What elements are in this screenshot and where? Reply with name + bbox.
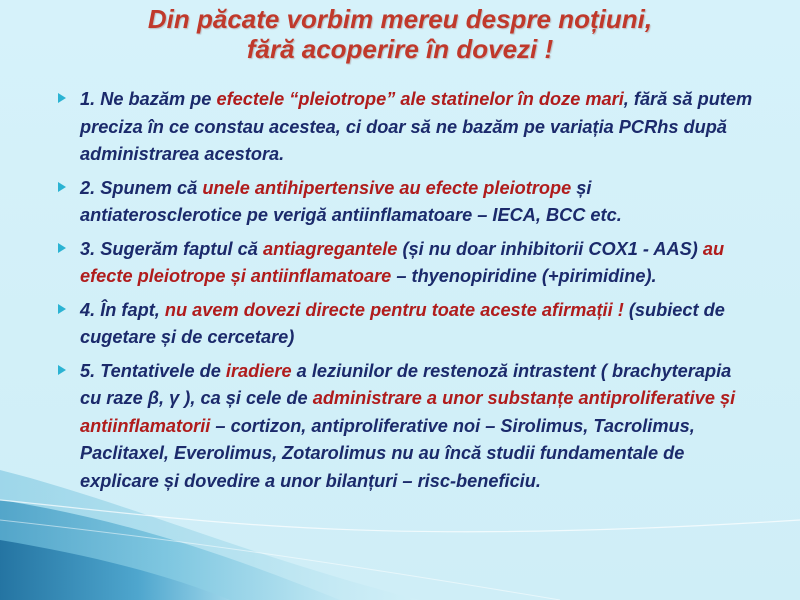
bullet-3-text-b: (și nu doar inhibitorii COX1 - AAS)	[397, 238, 703, 259]
bullet-4-text-a: 4. În fapt,	[80, 299, 165, 320]
bullet-5-text-c: – cortizon, antiproliferative noi – Sirolimus, Tacrolimus, Paclitaxel, Everolimus, Zotarolimus nu au încă studii fundamentale de explicare și dovedire a unor bilanțuri – risc-beneficiu.	[80, 415, 695, 491]
bullet-item-2	[56, 175, 756, 230]
bullet-item-1	[56, 86, 756, 169]
bullet-5-highlight-a: iradiere	[225, 360, 292, 381]
bullet-5-highlight-b: administrare a unor substanțe antiproliferative și antiinflamatorii	[80, 388, 736, 436]
bullet-3-highlight-b: au efecte pleiotrope și antiinflamatoare	[80, 238, 725, 286]
bullet-4-highlight-a: nu avem dovezi directe pentru toate aceste afirmații !	[164, 299, 624, 320]
bullet-arrow-icon	[58, 365, 66, 375]
title-line-2: fără acoperire în dovezi !	[246, 34, 554, 64]
bullet-arrow-icon	[58, 93, 66, 103]
bullet-2-text-b: și antiaterosclerotice pe verigă antiinflamatoare – IECA, BCC etc.	[80, 177, 622, 225]
bullet-2-text-a: 2. Spunem că	[80, 177, 203, 198]
bullet-arrow-icon	[58, 182, 66, 192]
bullet-3-text-c: – thyenopiridine (+pirimidine).	[391, 266, 657, 286]
bullet-5-text-b: a leziunilor de restenoză intrastent ( brachyterapia cu raze β, γ ), ca și cele de	[80, 360, 732, 408]
bullet-arrow-icon	[58, 304, 66, 314]
bullet-2-highlight-a: unele antihipertensive au efecte pleiotrope	[202, 177, 572, 198]
bullet-5-text-a: 5. Tentativele de	[80, 360, 226, 381]
bullet-1-text-a: 1. Ne bazăm pe	[80, 89, 217, 109]
bullet-1-highlight-a: efectele “pleiotrope” ale statinelor în doze mari	[216, 89, 624, 109]
slide-title	[40, 4, 760, 64]
bullet-item-5	[56, 358, 756, 496]
bullet-item-4	[56, 297, 756, 352]
bullet-arrow-icon	[58, 243, 66, 253]
bullet-1-text-b: , fără să putem preciza în ce constau acestea, ci doar să ne bazăm pe variația PCRhs după administrarea acestora.	[80, 89, 753, 164]
bullet-item-3	[56, 236, 756, 291]
bullet-3-highlight-a: antiagregantele	[262, 238, 398, 259]
bullet-3-text-a: 3. Sugerăm faptul că	[80, 238, 263, 259]
bullet-4-text-b: (subiect de cugetare și de cercetare)	[80, 299, 725, 347]
title-line-1: Din păcate vorbim mereu despre noțiuni,	[147, 4, 653, 34]
bullet-list	[56, 86, 756, 501]
